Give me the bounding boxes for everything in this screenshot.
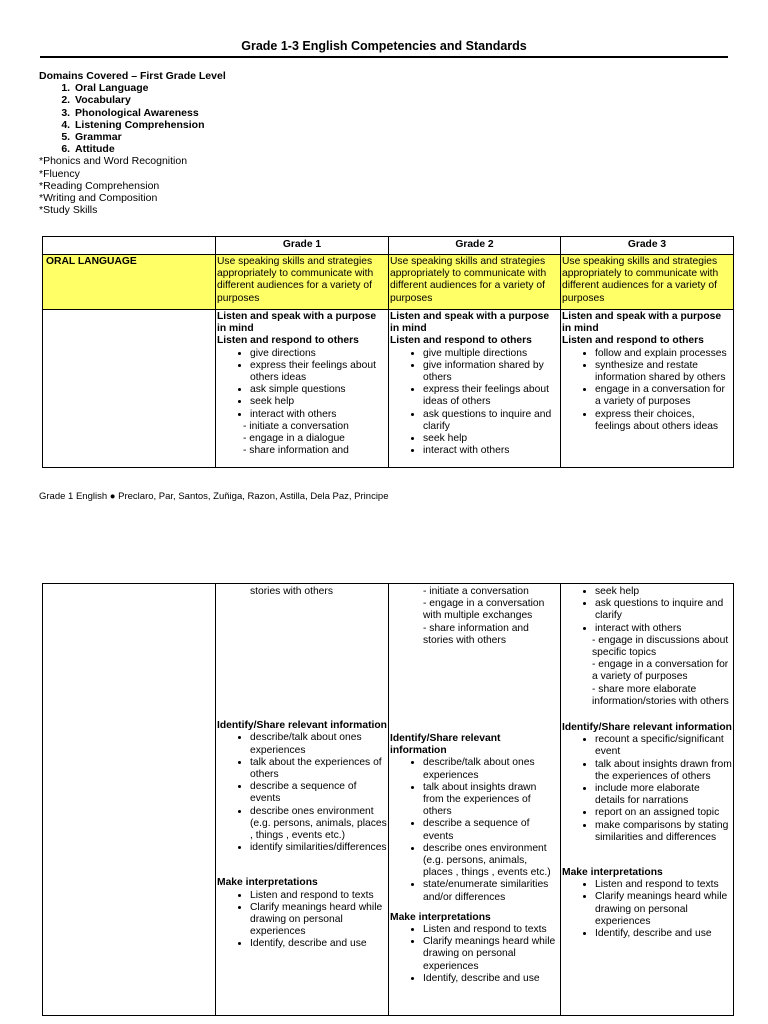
empty-domain-cell (43, 584, 216, 1016)
list-item: • synthesize and restate information shared by others (595, 360, 732, 384)
list-item: • ask questions to inquire and clarify (595, 598, 732, 622)
list-item: • ask simple questions (250, 384, 387, 396)
header-grade-2: Grade 2 (389, 237, 561, 255)
extra-domain-item: *Writing and Composition (39, 192, 158, 205)
list-item: • interact with others (423, 445, 559, 457)
list-item: • seek help (250, 396, 387, 408)
spacer (217, 854, 387, 877)
list-item: • express their choices, feelings about others ideas (595, 409, 732, 433)
subheading: Listen and speak with a purpose in mind (217, 311, 377, 335)
subheading: Listen and speak with a purpose in mind (562, 311, 722, 335)
standard-grade-2: Use speaking skills and strategies appropriately to communicate with different audiences for a variety of purposes (389, 255, 561, 310)
list-item: • interact with others (250, 409, 387, 421)
list-item: • give multiple directions (423, 348, 559, 360)
list-item: • state/enumerate similarities and/or differences (423, 879, 559, 903)
spacer (562, 708, 732, 722)
list-item: • describe a sequence of events (423, 818, 559, 842)
list-item: • interact with others (595, 623, 732, 635)
list-item: • talk about insights drawn from the experiences of others (423, 782, 559, 819)
list-item: • describe/talk about ones experiences (250, 732, 387, 756)
spacer (390, 904, 559, 912)
spacer (390, 647, 559, 733)
domain-item: 2. Vocabulary (73, 94, 226, 106)
extra-domain-item: *Reading Comprehension (39, 179, 160, 192)
list-item: • talk about insights drawn from the experiences of others (595, 759, 732, 783)
competency-grade-1 (216, 310, 389, 468)
list-item: • recount a specific/significant event (595, 734, 732, 758)
list-item: • Listen and respond to texts (423, 924, 559, 936)
domain-item: 5. Grammar (73, 131, 226, 143)
domain-item: 4. Listening Comprehension (73, 119, 226, 131)
list-item: • Identify, describe and use (250, 938, 387, 950)
spacer (217, 598, 387, 720)
list-item: • engage in a conversation for a variety of purposes (595, 384, 732, 408)
competency-row (43, 310, 734, 468)
sub-item: - share information and (243, 445, 349, 457)
domains-section (39, 70, 226, 216)
list-item: • ask questions to inquire and clarify (423, 409, 559, 433)
extra-domain-item: *Study Skills (39, 204, 98, 217)
list-item: • Identify, describe and use (423, 973, 559, 985)
list-item: • seek help (423, 433, 559, 445)
subheading: Listen and respond to others (390, 335, 532, 347)
header-empty-cell (43, 237, 216, 255)
list-item: • express their feelings about others ideas (250, 360, 387, 384)
list-item: • Clarify meanings heard while drawing on personal experiences (595, 891, 732, 928)
page-footer: Grade 1 English ● Preclaro, Par, Santos, Zuñiga, Razon, Astilla, Dela Paz, Principe (39, 491, 389, 502)
list-item: • describe ones environment (e.g. persons, animals, places , things , events etc.) (250, 806, 387, 843)
list-item: • Identify, describe and use (595, 928, 732, 940)
subheading: Listen and respond to others (562, 335, 704, 347)
list-item: • make comparisons by stating similarities and differences (595, 820, 732, 844)
sub-item: - initiate a conversation (243, 420, 349, 432)
extra-domain-item: *Fluency (39, 167, 80, 180)
bullet-list (217, 348, 387, 421)
subheading: Make interpretations (217, 877, 318, 889)
competency-grade-1 (216, 584, 389, 1016)
table-header-row (43, 237, 734, 255)
bullet-list (562, 734, 732, 844)
page-title: Grade 1-3 English Competencies and Standards (241, 39, 527, 53)
extra-domains (39, 155, 226, 216)
spacer (562, 844, 732, 867)
subheading: Listen and speak with a purpose in mind (390, 311, 550, 335)
bullet-list (217, 732, 387, 854)
domains-heading: Domains Covered – First Grade Level (39, 70, 226, 82)
extra-domain-item: *Phonics and Word Recognition (39, 155, 188, 168)
title-rule (40, 56, 728, 58)
subheading: Identify/Share relevant information (390, 733, 501, 757)
competency-row (43, 584, 734, 1016)
list-item: • Listen and respond to texts (595, 879, 732, 891)
list-item: • give directions (250, 348, 387, 360)
domain-label: ORAL LANGUAGE (43, 255, 216, 310)
list-item: • include more elaborate details for narrations (595, 783, 732, 807)
domain-item: 1. Oral Language (73, 82, 226, 94)
subheading: Identify/Share relevant information (217, 720, 387, 732)
sub-item: - initiate a conversation (423, 586, 529, 597)
list-item: • describe ones environment (e.g. persons, animals, places , things , events etc.) (423, 843, 559, 880)
competencies-table-2 (42, 583, 734, 1016)
competency-grade-3 (561, 310, 734, 468)
header-grade-1: Grade 1 (216, 237, 389, 255)
list-item: • express their feelings about ideas of others (423, 384, 559, 408)
sub-item: - engage in a conversation for a variety of purposes (592, 659, 729, 683)
bullet-list (390, 348, 559, 458)
header-grade-3: Grade 3 (561, 237, 734, 255)
list-item: • Listen and respond to texts (250, 890, 387, 902)
bullet-list (562, 348, 732, 433)
competency-grade-3 (561, 584, 734, 1016)
sub-item: - engage in a conversation with multiple exchanges (423, 598, 545, 622)
subheading: Listen and respond to others (217, 335, 359, 347)
list-item: • describe a sequence of events (250, 781, 387, 805)
bullet-list (217, 890, 387, 951)
list-item: • Clarify meanings heard while drawing on personal experiences (423, 936, 559, 973)
list-item: • follow and explain processes (595, 348, 732, 360)
subheading: Make interpretations (390, 911, 491, 923)
standard-row (43, 255, 734, 310)
bullet-list (562, 879, 732, 940)
competency-grade-2 (389, 584, 561, 1016)
competencies-table-1 (42, 236, 734, 468)
sub-item: - share more elaborate information/stories with others (592, 683, 729, 707)
bullet-list (562, 586, 732, 635)
bullet-list (390, 924, 559, 985)
list-item: • seek help (595, 586, 732, 598)
competency-grade-2 (389, 310, 561, 468)
bullet-list (390, 757, 559, 903)
continued-text: stories with others (250, 586, 333, 597)
domain-item: 3. Phonological Awareness (73, 107, 226, 119)
subheading: Identify/Share relevant information (562, 722, 732, 734)
domain-item: 6. Attitude (73, 143, 226, 155)
standard-grade-3: Use speaking skills and strategies appropriately to communicate with different audiences for a variety of purposes (561, 255, 734, 310)
list-item: • report on an assigned topic (595, 807, 732, 819)
empty-domain-cell (43, 310, 216, 468)
subheading: Make interpretations (562, 867, 663, 879)
sub-item: - engage in a dialogue (243, 433, 345, 445)
standard-grade-1: Use speaking skills and strategies appropriately to communicate with different audiences for a variety of purposes (216, 255, 389, 310)
sub-item: - share information and stories with others (423, 622, 529, 646)
list-item: • describe/talk about ones experiences (423, 757, 559, 781)
list-item: • talk about the experiences of others (250, 757, 387, 781)
domains-list (39, 82, 226, 155)
list-item: • identify similarities/differences (250, 842, 387, 854)
list-item: • Clarify meanings heard while drawing on personal experiences (250, 902, 387, 939)
list-item: • give information shared by others (423, 360, 559, 384)
sub-item: - engage in discussions about specific topics (592, 634, 729, 659)
